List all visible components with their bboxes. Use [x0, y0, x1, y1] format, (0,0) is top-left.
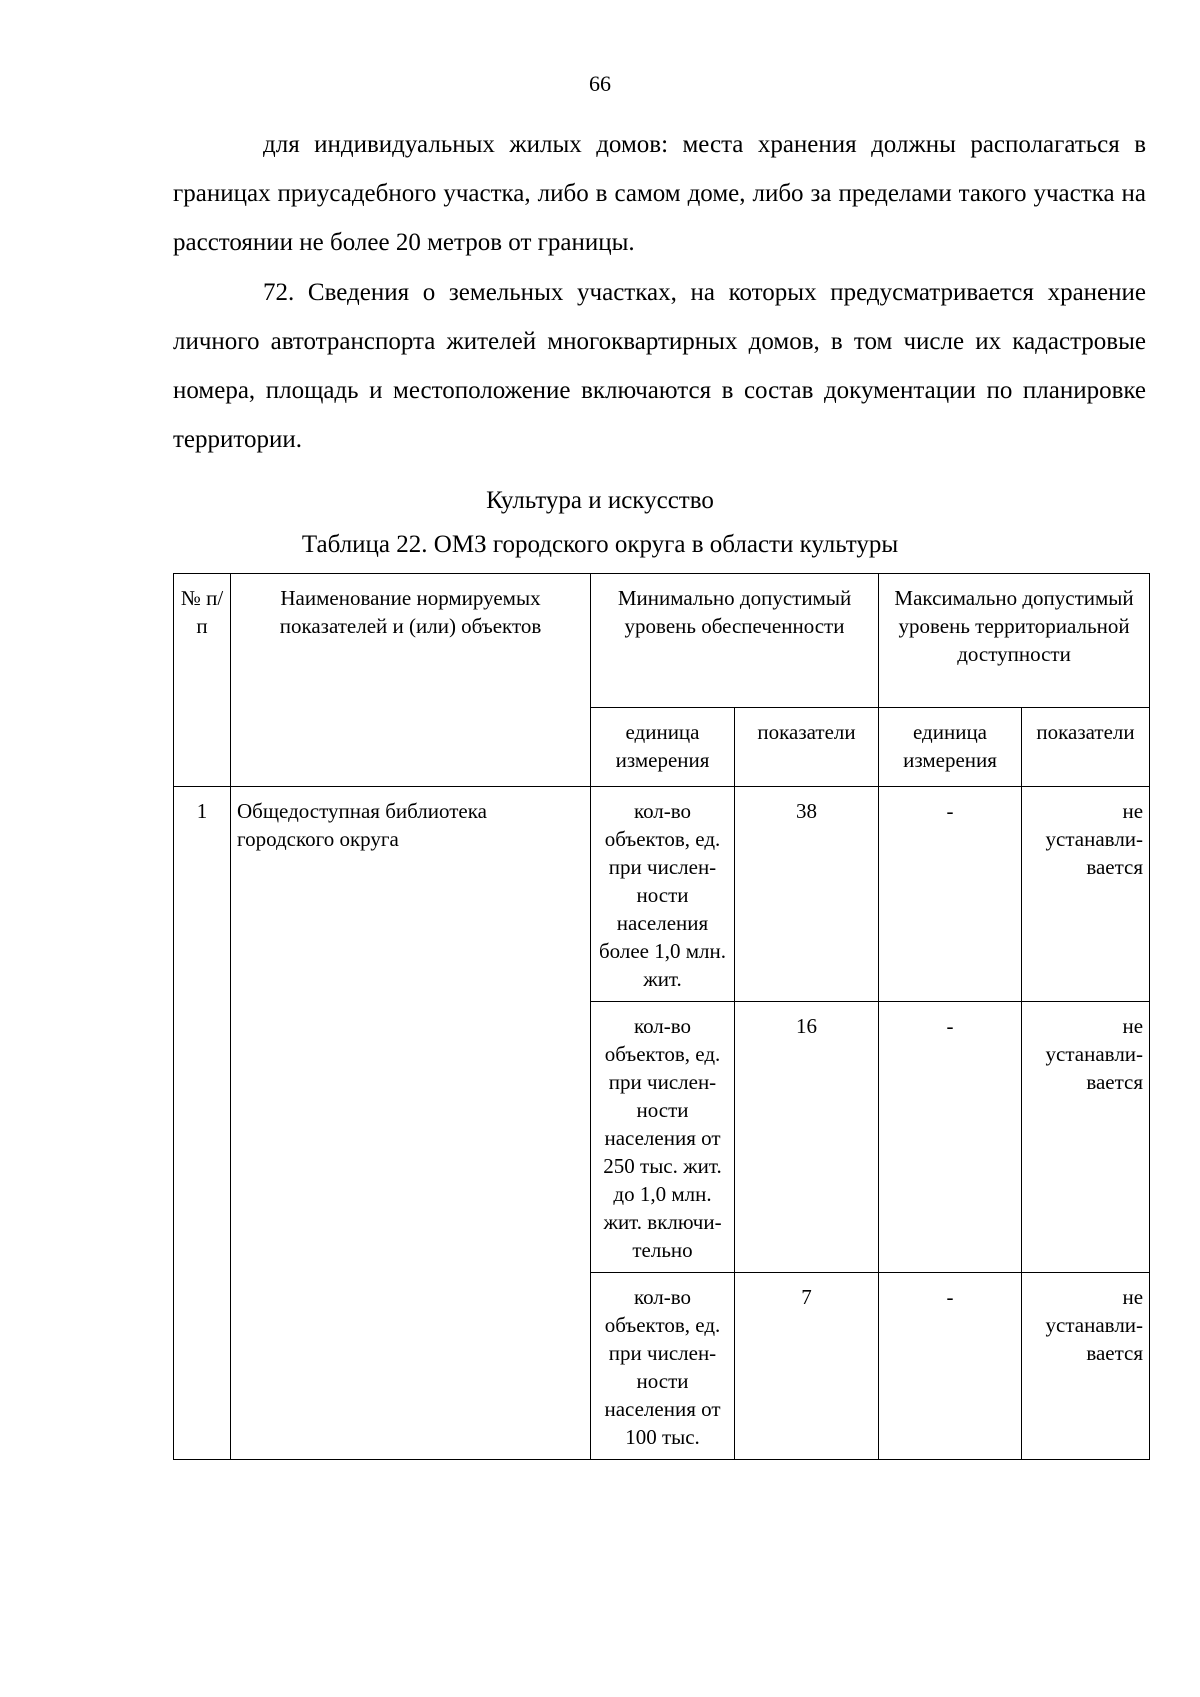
row-value: 38 — [735, 787, 879, 1002]
paragraph-text: для индивидуальных жилых домов: места хранения должны располагаться в границах приусадебного участка, либо в самом доме, либо за пределами такого участка на расстоянии не более 20 метров от границы. — [173, 131, 1146, 256]
paragraph-parking-private-houses — [173, 120, 1146, 267]
row-max-unit: - — [879, 1002, 1022, 1273]
row-num: 1 — [174, 787, 231, 1460]
row-unit: кол-во объектов, ед. при числен-ности населения от 100 тыс. — [591, 1273, 735, 1460]
header-max-unit: единица измерения — [879, 708, 1022, 787]
row-unit: кол-во объектов, ед. при числен-ности населения более 1,0 млн. жит. — [591, 787, 735, 1002]
page-number: 66 — [589, 71, 611, 96]
header-row-main — [174, 574, 1150, 708]
row-value: 7 — [735, 1273, 879, 1460]
table-caption: Таблица 22. ОМЗ городского округа в области культуры — [301, 531, 899, 558]
table-row — [174, 787, 1150, 1002]
header-min-value: показатели — [735, 708, 879, 787]
paragraph-text: 72. Сведения о земельных участках, на которых предусматривается хранение личного автотранспорта жителей многоквартирных домов, в том числе их кадастровые номера, площадь и местоположение включаются в состав документации по планировке территории. — [173, 279, 1146, 453]
row-value: 16 — [735, 1002, 879, 1273]
header-max-value: показатели — [1022, 708, 1150, 787]
row-max-unit: - — [879, 787, 1022, 1002]
row-max-value: не устанавли-вается — [1022, 1002, 1150, 1273]
row-max-unit: - — [879, 1273, 1022, 1460]
section-title: Культура и искусство — [486, 487, 714, 514]
header-min-unit: единица измерения — [591, 708, 735, 787]
paragraph-72 — [173, 268, 1146, 464]
row-unit: кол-во объектов, ед. при числен-ности населения от 250 тыс. жит. до 1,0 млн. жит. включи-тельно — [591, 1002, 735, 1273]
culture-norms-table — [173, 573, 1150, 1460]
row-max-value: не устанавли-вается — [1022, 1273, 1150, 1460]
header-name: Наименование нормируемых показателей и (или) объектов — [231, 574, 591, 787]
header-num: № п/п — [174, 574, 231, 787]
header-max-level: Максимально допустимый уровень территориальной доступности — [879, 574, 1150, 708]
row-name: Общедоступная библиотека городского округа — [231, 787, 591, 1460]
header-min-level: Минимально допустимый уровень обеспеченности — [591, 574, 879, 708]
row-max-value: не устанавли-вается — [1022, 787, 1150, 1002]
